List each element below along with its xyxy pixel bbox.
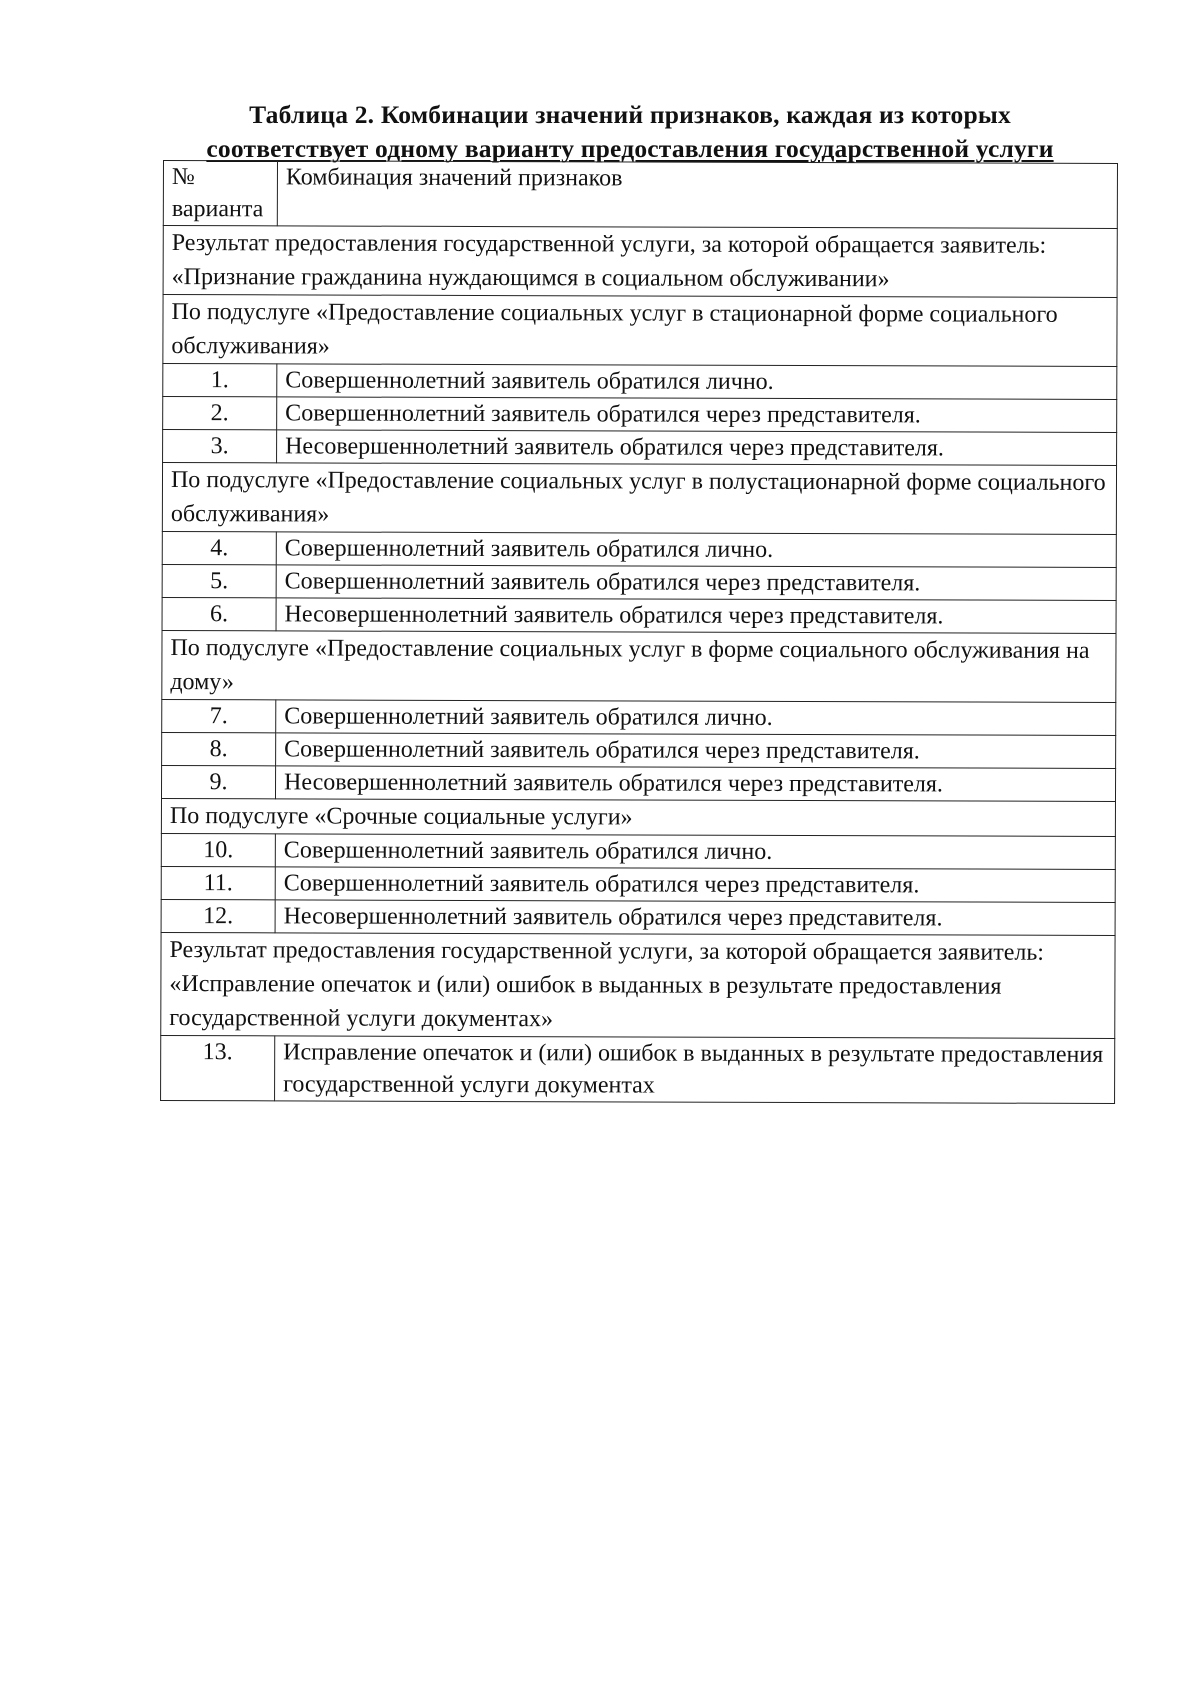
variant-number: 9. [161,765,275,798]
table-title [160,98,1100,166]
table-row [161,833,1115,869]
variant-number: 3. [163,430,277,463]
table-row [162,732,1116,768]
table-row [162,531,1116,567]
header-number-sign: № [171,164,195,191]
variant-number: 7. [162,699,276,732]
subservice-row [161,798,1115,836]
table-row [163,364,1117,400]
table-row [162,597,1116,633]
header-variant-number [163,161,277,226]
subservice-row [162,463,1116,535]
variant-number: 13. [161,1035,275,1100]
variant-number: 6. [162,597,276,630]
table-row [161,899,1115,935]
variant-combination: Несовершеннолетний заявитель обратился через представителя. [276,598,1116,634]
result-row [161,932,1115,1038]
variant-combination: Совершеннолетний заявитель обратился через представителя. [276,565,1116,601]
subservice-row [163,295,1117,367]
subservice-cell: По подуслуге «Предоставление социальных услуг в форме социального обслуживания на дому» [162,630,1116,702]
subservice-row [162,630,1116,702]
variant-combination: Совершеннолетний заявитель обратился лично. [275,834,1115,870]
header-combination: Комбинация значений признаков [277,161,1117,229]
result-cell: Результат предоставления государственной услуги, за которой обращается заявитель: «Исправление опечаток и (или) ошибок в выданных в результате предоставления государственной услуги документах» [161,932,1115,1038]
table-row [163,397,1117,433]
variant-combination: Совершеннолетний заявитель обратился лично. [277,364,1117,400]
table-row [161,765,1115,801]
table-row [161,866,1115,902]
result-cell: Результат предоставления государственной услуги, за которой обращается заявитель: «Признание гражданина нуждающимся в социальном обслуживании» [163,226,1117,298]
variant-number: 12. [161,899,275,932]
variant-combination: Совершеннолетний заявитель обратился через представителя. [277,397,1117,433]
table-header-row [163,161,1117,229]
variant-combination: Совершеннолетний заявитель обратился лично. [276,700,1116,736]
variant-number: 11. [161,866,275,899]
variant-number: 4. [162,531,276,564]
table-row [162,564,1116,600]
table-title-line-1: Таблица 2. Комбинации значений признаков, каждая из которых [249,100,1011,129]
variant-number: 2. [163,397,277,430]
variant-combination: Совершеннолетний заявитель обратился через представителя. [276,733,1116,769]
variant-number: 8. [162,732,276,765]
header-variant-label: варианта [171,196,264,223]
table-title-line-2: соответствует одному варианту предоставления государственной услуги [206,134,1054,163]
subservice-cell: По подуслуге «Срочные социальные услуги» [161,798,1115,836]
variant-combination: Несовершеннолетний заявитель обратился через представителя. [275,766,1115,802]
table-row [163,430,1117,466]
variant-combination: Несовершеннолетний заявитель обратился через представителя. [275,900,1115,936]
variant-combination: Совершеннолетний заявитель обратился через представителя. [275,867,1115,903]
variant-combination: Исправление опечаток и (или) ошибок в выданных в результате предоставления государственной услуги документах [275,1036,1115,1104]
variants-table [160,160,1118,1104]
variant-number: 1. [163,364,277,397]
variant-combination: Совершеннолетний заявитель обратился лично. [276,532,1116,568]
table-row [161,1035,1115,1103]
subservice-cell: По подуслуге «Предоставление социальных услуг в стационарной форме социального обслуживания» [163,295,1117,367]
result-row [163,226,1117,298]
variant-number: 5. [162,564,276,597]
variant-number: 10. [161,833,275,866]
variant-combination: Несовершеннолетний заявитель обратился через представителя. [277,430,1117,466]
subservice-cell: По подуслуге «Предоставление социальных услуг в полустационарной форме социального обслуживания» [162,463,1116,535]
table-row [162,699,1116,735]
